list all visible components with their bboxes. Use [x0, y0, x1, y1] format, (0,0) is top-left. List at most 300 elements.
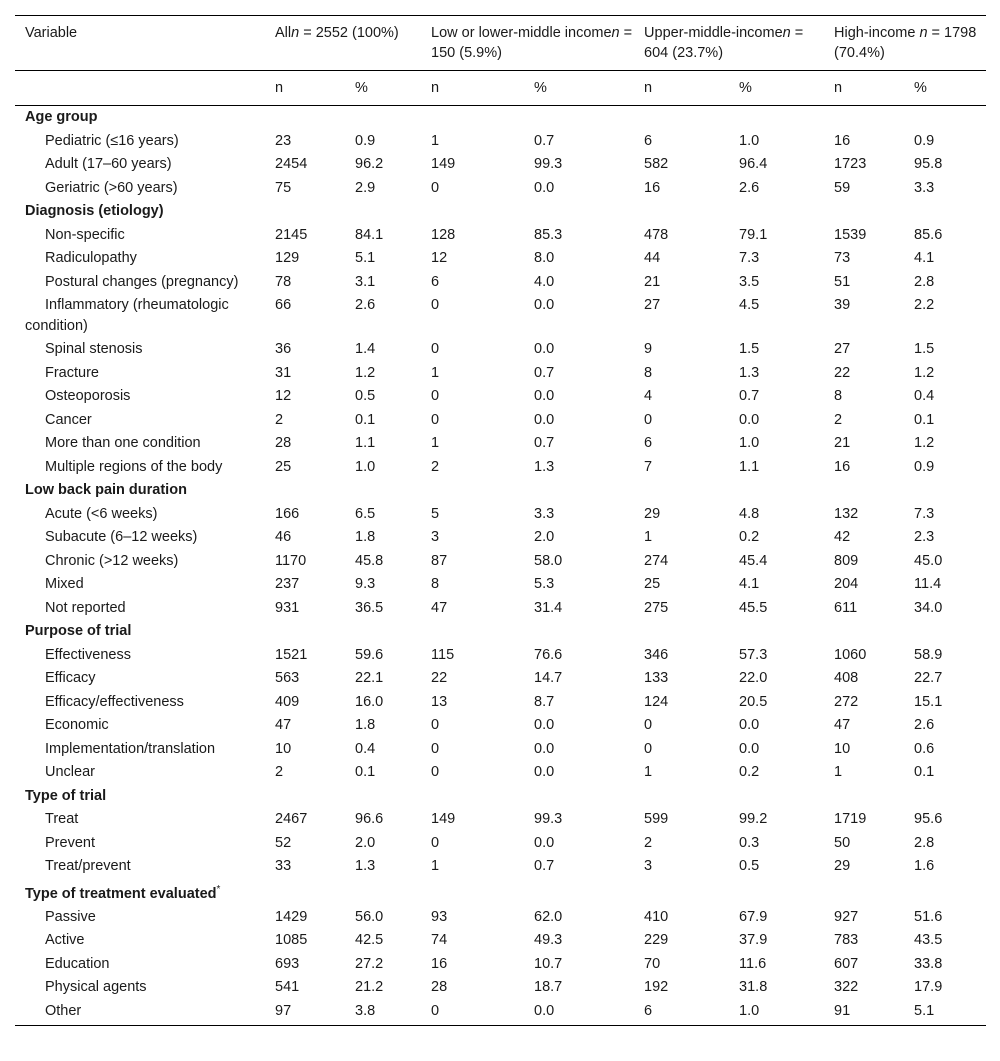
cell-count: 322	[834, 979, 859, 996]
cell-count: 0	[431, 834, 440, 851]
cell-count: 13	[431, 693, 448, 710]
row-label-text: Chronic (>12 weeks)	[45, 552, 179, 569]
cell-count: 1539	[834, 226, 867, 243]
cell-count: 16	[644, 179, 661, 196]
header-variable: Variable	[15, 16, 265, 71]
cell-percent: 0.9	[914, 132, 935, 149]
cell-percent: 0.1	[914, 764, 935, 780]
cell-count: 21	[834, 435, 851, 451]
row-label	[15, 153, 265, 177]
cell-count: 409	[275, 693, 300, 710]
cell-count: 22	[431, 670, 448, 686]
row-label	[15, 808, 265, 832]
cell-percent: 62.0	[534, 908, 563, 925]
row-label	[15, 456, 265, 480]
cell-count: 25	[644, 576, 661, 592]
header-group-high-income	[824, 16, 986, 71]
cell-count: 2454	[275, 156, 308, 172]
cell-count: 5	[431, 505, 440, 522]
table-row	[15, 385, 986, 409]
cell-percent: 0.9	[355, 132, 376, 149]
cell-count: 8	[834, 388, 843, 404]
row-label	[15, 385, 265, 409]
table-row	[15, 1000, 986, 1026]
row-label-text: Treat/prevent	[45, 858, 131, 874]
cell-count: 0	[421, 1000, 524, 1026]
header-group-upper-middle-income	[634, 16, 824, 71]
cell-count: 1429	[275, 908, 308, 925]
cell-count: 23	[275, 132, 292, 149]
cell-percent: 1.0	[355, 458, 376, 475]
cell-percent: 85.6	[914, 226, 943, 243]
data-table	[15, 15, 986, 1026]
cell-count: 39	[834, 297, 851, 313]
cell-count: 129	[275, 250, 300, 266]
cell-percent: 6.5	[355, 505, 376, 522]
cell-percent: 0.9	[914, 458, 935, 475]
cell-count: 75	[275, 179, 292, 196]
cell-percent: 58.0	[534, 552, 563, 569]
table-row	[15, 456, 986, 480]
cell-percent: 0.0	[739, 740, 760, 757]
cell-count: 0	[431, 179, 440, 196]
cell-count: 927	[834, 908, 859, 925]
cell-percent: 37.9	[739, 932, 768, 949]
cell-percent: 0.0	[534, 341, 555, 357]
section-title-text: Diagnosis (etiology)	[25, 203, 164, 219]
header-group-upper-n: n	[782, 25, 791, 41]
cell-count: 2	[644, 834, 653, 851]
cell-count: 21	[644, 273, 661, 290]
cell-count: 6	[634, 1000, 729, 1026]
cell-count: 563	[275, 670, 300, 686]
cell-count: 74	[431, 932, 448, 949]
cell-percent: 43.5	[914, 932, 943, 949]
cell-percent: 16.0	[355, 693, 384, 710]
cell-count: 408	[834, 670, 859, 686]
cell-percent: 0.0	[524, 1000, 634, 1026]
cell-percent: 0.4	[914, 388, 935, 404]
cell-count: 1521	[275, 646, 308, 663]
cell-count: 582	[644, 156, 669, 172]
row-label-text: Implementation/translation	[45, 740, 216, 757]
cell-count: 128	[431, 226, 456, 243]
cell-percent: 1.2	[914, 364, 935, 381]
cell-percent: 4.0	[534, 273, 555, 290]
cell-count: 132	[834, 505, 859, 522]
cell-count: 693	[275, 955, 300, 972]
row-label	[15, 338, 265, 362]
cell-count: 47	[275, 717, 292, 733]
cell-percent: 99.3	[534, 156, 563, 172]
row-label	[15, 976, 265, 1000]
row-label-text: Active	[45, 932, 85, 949]
section-title-text: Purpose of trial	[25, 623, 132, 639]
row-label	[15, 691, 265, 715]
cell-count: 29	[834, 858, 851, 874]
cell-count: 2	[834, 411, 843, 428]
cell-percent: 57.3	[739, 646, 768, 663]
cell-percent: 95.8	[914, 156, 943, 172]
cell-percent: 49.3	[534, 932, 563, 949]
row-label	[15, 573, 265, 597]
cell-count: 1	[644, 529, 653, 545]
cell-count: 25	[275, 458, 292, 475]
row-label-text: Not reported	[45, 599, 126, 616]
row-label	[15, 503, 265, 527]
cell-count: 6	[431, 273, 440, 290]
row-label-text: Passive	[45, 908, 96, 925]
cell-count: 0	[431, 297, 440, 313]
cell-percent: 1.8	[355, 717, 376, 733]
cell-count: 607	[834, 955, 859, 972]
table-row	[15, 409, 986, 433]
table-row	[15, 338, 986, 362]
cell-count: 47	[834, 717, 851, 733]
cell-count: 1060	[834, 646, 867, 663]
cell-percent: 67.9	[739, 908, 768, 925]
header-n: n	[265, 71, 345, 106]
header-pct: %	[904, 71, 986, 106]
table-row	[15, 953, 986, 977]
row-label-text: Geriatric (>60 years)	[45, 179, 178, 196]
cell-percent: 2.6	[355, 297, 376, 313]
cell-count: 229	[644, 932, 669, 949]
section-row	[15, 620, 986, 644]
cell-count: 204	[834, 576, 859, 592]
cell-percent: 5.1	[904, 1000, 986, 1026]
cell-percent: 1.0	[739, 435, 760, 451]
row-label	[15, 832, 265, 856]
header-n: n	[824, 71, 904, 106]
table-row	[15, 432, 986, 456]
cell-count: 809	[834, 552, 859, 569]
row-label	[15, 550, 265, 574]
cell-percent: 10.7	[534, 955, 563, 972]
cell-count: 22	[834, 364, 851, 381]
cell-percent: 96.6	[355, 811, 384, 827]
section-title	[15, 879, 986, 906]
row-label-text: Pediatric (≤16 years)	[45, 132, 179, 149]
cell-percent: 4.1	[739, 576, 760, 592]
row-label-text: Adult (17–60 years)	[45, 156, 172, 172]
cell-percent: 2.8	[914, 834, 935, 851]
cell-count: 0	[431, 764, 440, 780]
header-group-high-n: n	[919, 25, 928, 41]
section-title	[15, 785, 986, 809]
section-title-text: Low back pain duration	[25, 482, 187, 498]
cell-count: 0	[644, 717, 653, 733]
cell-count: 275	[644, 599, 669, 616]
cell-percent: 0.0	[739, 717, 760, 733]
cell-count: 115	[431, 646, 455, 663]
header-row-subcols	[15, 71, 986, 106]
cell-percent: 9.3	[355, 576, 376, 592]
cell-count: 0	[431, 411, 440, 428]
cell-percent: 7.3	[914, 505, 935, 522]
cell-count: 70	[644, 955, 661, 972]
cell-count: 272	[834, 693, 859, 710]
section-title	[15, 620, 986, 644]
header-group-low-income	[421, 16, 634, 71]
table-row	[15, 597, 986, 621]
cell-count: 149	[431, 156, 456, 172]
row-label	[15, 224, 265, 248]
section-row	[15, 200, 986, 224]
row-label-text: Efficacy/effectiveness	[45, 693, 184, 710]
cell-count: 149	[431, 811, 456, 827]
cell-count: 52	[275, 834, 292, 851]
row-label	[15, 953, 265, 977]
row-label	[15, 362, 265, 386]
row-label-text: Postural changes (pregnancy)	[45, 273, 239, 290]
cell-count: 346	[644, 646, 669, 663]
cell-percent: 0.1	[914, 411, 935, 428]
cell-percent: 2.8	[914, 273, 935, 290]
cell-count: 192	[644, 979, 669, 996]
table-row	[15, 832, 986, 856]
cell-percent: 51.6	[914, 908, 943, 925]
cell-percent: 2.0	[355, 834, 376, 851]
row-label-text: Physical agents	[45, 979, 147, 996]
table-row	[15, 247, 986, 271]
section-row	[15, 785, 986, 809]
cell-count: 1	[834, 764, 843, 780]
cell-count: 16	[834, 132, 851, 149]
cell-percent: 0.2	[739, 529, 760, 545]
cell-percent: 0.7	[739, 388, 760, 404]
cell-count: 8	[431, 576, 440, 592]
cell-percent: 20.5	[739, 693, 768, 710]
row-label	[15, 526, 265, 550]
header-group-high-count: = 1798 (70.4%)	[834, 25, 977, 61]
cell-percent: 96.2	[355, 156, 384, 172]
row-label-text: Multiple regions of the body	[45, 458, 223, 475]
header-pct: %	[729, 71, 824, 106]
section-title	[15, 106, 986, 130]
cell-count: 42	[834, 529, 851, 545]
row-label-text: Cancer	[45, 411, 92, 428]
cell-percent: 5.3	[534, 576, 555, 592]
section-title-text: Type of trial	[25, 787, 107, 804]
cell-count: 1	[431, 132, 440, 149]
row-label-text: Osteoporosis	[45, 388, 131, 404]
cell-percent: 1.2	[355, 364, 376, 381]
cell-count: 0	[644, 740, 653, 757]
cell-count: 124	[644, 693, 669, 710]
cell-percent: 0.7	[534, 435, 555, 451]
table-row	[15, 808, 986, 832]
table-header	[15, 16, 986, 106]
cell-percent: 2.2	[914, 297, 935, 313]
cell-percent: 21.2	[355, 979, 384, 996]
cell-count: 59	[834, 179, 851, 196]
cell-count: 16	[834, 458, 851, 475]
cell-count: 1085	[275, 932, 308, 949]
header-group-all-count: = 2552 (100%)	[299, 25, 399, 41]
cell-count: 16	[431, 955, 448, 972]
table-row	[15, 573, 986, 597]
table-row	[15, 177, 986, 201]
table-row	[15, 929, 986, 953]
cell-percent: 2.9	[355, 179, 376, 196]
section-row	[15, 479, 986, 503]
cell-percent: 2.3	[914, 529, 935, 545]
table-row	[15, 550, 986, 574]
header-group-upper-count: = 604 (23.7%)	[644, 25, 804, 61]
cell-count: 478	[644, 226, 669, 243]
cell-count: 73	[834, 250, 851, 266]
row-label-text: Spinal stenosis	[45, 341, 143, 357]
cell-count: 46	[275, 529, 292, 545]
table-row	[15, 130, 986, 154]
row-label	[15, 644, 265, 668]
cell-percent: 0.0	[739, 411, 760, 428]
cell-percent: 0.1	[355, 764, 376, 780]
header-group-low-count: = 150 (5.9%)	[431, 25, 633, 61]
table-row	[15, 271, 986, 295]
row-label-text: Prevent	[45, 834, 95, 851]
row-label	[15, 247, 265, 271]
cell-count: 28	[431, 979, 448, 996]
header-empty	[15, 71, 265, 106]
cell-percent: 0.0	[534, 179, 555, 196]
cell-percent: 0.7	[534, 364, 555, 381]
table-row	[15, 526, 986, 550]
table-row	[15, 644, 986, 668]
cell-count: 2467	[275, 811, 308, 827]
table-row	[15, 761, 986, 785]
cell-percent: 36.5	[355, 599, 384, 616]
cell-percent: 17.9	[914, 979, 943, 996]
cell-count: 410	[644, 908, 669, 925]
cell-count: 2145	[275, 226, 308, 243]
cell-count: 0	[431, 740, 440, 757]
cell-count: 133	[644, 670, 669, 686]
cell-count: 274	[644, 552, 669, 569]
cell-percent: 22.7	[914, 670, 943, 686]
row-label-text: Economic	[45, 717, 109, 733]
cell-percent: 3.5	[739, 273, 760, 290]
cell-percent: 1.1	[739, 458, 760, 475]
cell-count: 611	[834, 599, 858, 616]
row-label	[15, 714, 265, 738]
cell-percent: 0.5	[739, 858, 760, 874]
cell-percent: 1.4	[355, 341, 376, 357]
header-group-all	[265, 16, 421, 71]
cell-percent: 42.5	[355, 932, 384, 949]
cell-count: 0	[431, 341, 440, 357]
row-label-text: Non-specific	[45, 226, 125, 243]
row-label	[15, 929, 265, 953]
cell-percent: 5.1	[355, 250, 376, 266]
cell-count: 87	[431, 552, 448, 569]
cell-percent: 2.6	[739, 179, 760, 196]
cell-percent: 0.1	[355, 411, 376, 428]
cell-percent: 22.1	[355, 670, 384, 686]
cell-percent: 59.6	[355, 646, 384, 663]
row-label	[15, 177, 265, 201]
row-label-text: Acute (<6 weeks)	[45, 505, 158, 522]
cell-count: 1	[431, 858, 440, 874]
header-group-low-n: n	[611, 25, 620, 41]
cell-percent: 14.7	[534, 670, 563, 686]
row-label	[15, 738, 265, 762]
cell-percent: 3.3	[534, 505, 555, 522]
cell-count: 0	[431, 717, 440, 733]
row-label-text: Efficacy	[45, 670, 96, 686]
row-label-text: Unclear	[45, 764, 95, 780]
cell-percent: 0.4	[355, 740, 376, 757]
cell-count: 8	[644, 364, 653, 381]
cell-count: 2	[275, 411, 284, 428]
cell-count: 93	[431, 908, 448, 925]
section-title-text: Type of treatment evaluated	[25, 885, 217, 902]
cell-percent: 0.0	[534, 717, 555, 733]
cell-percent: 34.0	[914, 599, 943, 616]
header-pct: %	[345, 71, 421, 106]
cell-count: 78	[275, 273, 292, 290]
table-row	[15, 976, 986, 1000]
row-label	[15, 761, 265, 785]
row-label	[15, 409, 265, 433]
cell-percent: 4.1	[914, 250, 935, 266]
cell-percent: 31.4	[534, 599, 563, 616]
cell-count: 2	[275, 764, 284, 780]
header-group-all-n: n	[291, 25, 300, 41]
table-row	[15, 362, 986, 386]
cell-count: 1723	[834, 156, 867, 172]
row-label	[15, 432, 265, 456]
table-row	[15, 906, 986, 930]
cell-percent: 1.1	[355, 435, 376, 451]
cell-count: 1	[431, 364, 440, 381]
table-row	[15, 691, 986, 715]
cell-percent: 2.0	[534, 529, 555, 545]
cell-count: 33	[275, 858, 292, 874]
row-label-text: Other	[45, 1002, 82, 1019]
cell-count: 599	[644, 811, 669, 827]
cell-percent: 4.5	[739, 297, 760, 313]
cell-percent: 99.2	[739, 811, 768, 827]
cell-count: 0	[431, 388, 440, 404]
header-group-all-text: All	[275, 25, 292, 41]
row-label	[15, 1000, 265, 1026]
cell-count: 1	[431, 435, 440, 451]
cell-count: 51	[834, 273, 851, 290]
cell-percent: 0.0	[534, 411, 555, 428]
row-label	[15, 271, 265, 295]
cell-percent: 1.6	[914, 858, 935, 874]
cell-percent: 0.0	[534, 297, 555, 313]
cell-percent: 96.4	[739, 156, 768, 172]
row-label	[15, 855, 265, 879]
cell-percent: 1.0	[729, 1000, 824, 1026]
cell-percent: 1.0	[739, 132, 760, 149]
header-group-upper-text: Upper-middle-income	[644, 25, 783, 41]
table-body	[15, 106, 986, 1026]
cell-percent: 85.3	[534, 226, 563, 243]
cell-count: 3	[644, 858, 653, 874]
table-row	[15, 738, 986, 762]
cell-percent: 1.2	[914, 435, 935, 451]
cell-count: 1170	[275, 552, 307, 569]
cell-count: 66	[275, 297, 292, 313]
row-label	[15, 906, 265, 930]
section-row	[15, 879, 986, 906]
row-label	[15, 597, 265, 621]
cell-percent: 0.0	[534, 834, 555, 851]
